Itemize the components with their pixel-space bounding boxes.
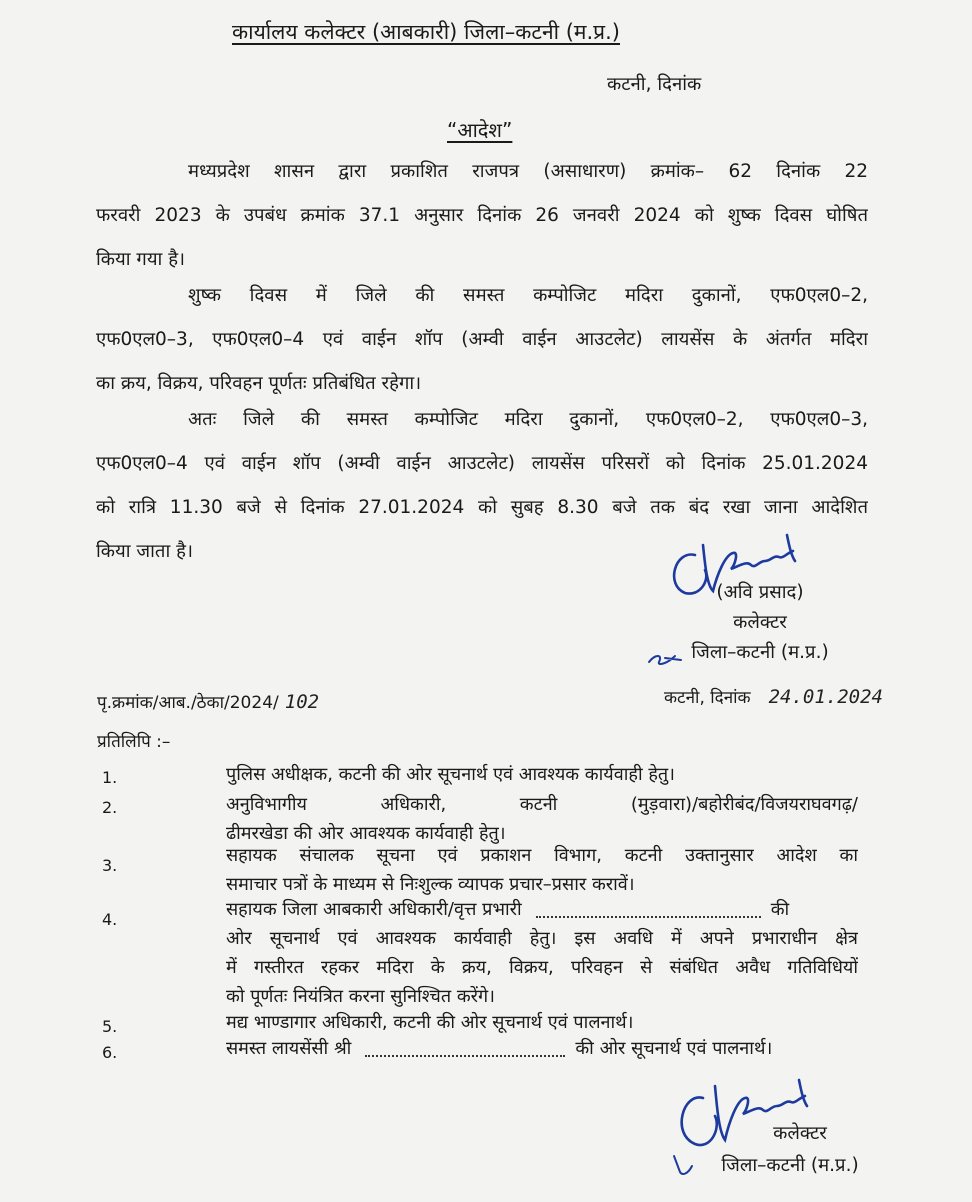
blank-fill-line xyxy=(536,902,761,918)
list-item-4 xyxy=(226,895,858,1011)
list-item-3 xyxy=(226,841,858,899)
list-item-6 xyxy=(226,1034,858,1063)
signatory-designation: कलेक्टर xyxy=(733,612,787,633)
list-line xyxy=(226,895,858,924)
order-heading: “आदेश” xyxy=(447,118,513,142)
list-line-post: की xyxy=(770,899,790,920)
reference-number-handwritten: 102 xyxy=(284,691,320,713)
paragraph-2 xyxy=(96,274,868,406)
list-line: ओर सूचनार्थ एवं आवश्यक कार्यवाही हेतु। इस अवधि में अपने प्रभाराधीन क्षेत्र xyxy=(226,928,858,949)
place-date-header: कटनी, दिनांक xyxy=(607,74,702,95)
paragraph-line: फरवरी 2023 के उपबंध क्रमांक 37.1 अनुसार दिनांक 26 जनवरी 2024 को शुष्क दिवस घोषित xyxy=(96,205,868,226)
list-line-post: की ओर सूचनार्थ एवं पालनार्थ। xyxy=(575,1038,773,1059)
list-number: 4. xyxy=(102,910,118,929)
paragraph-line: शुष्क दिवस में जिले की समस्त कम्पोजिट मदिरा दुकानों, एफ0एल0–2, xyxy=(188,285,868,306)
list-line: में गस्तीरत रहकर मदिरा के क्रय, विक्रय, परिवहन से संबंधित अवैध गतिविधियों xyxy=(226,957,858,978)
signatory-district: जिला–कटनी (म.प्र.) xyxy=(691,642,829,663)
paragraph-line: किया गया है। xyxy=(96,249,186,270)
office-title: कार्यालय कलेक्टर (आबकारी) जिला–कटनी (म.प्र.) xyxy=(232,20,620,44)
signature-block-2 xyxy=(690,1118,890,1182)
paragraph-line: को रात्रि 11.30 बजे से दिनांक 27.01.2024 को सुबह 8.30 बजे तक बंद रखा जाना आदेशित xyxy=(96,497,868,518)
endorsement-place-date xyxy=(664,686,883,709)
initial-mark xyxy=(645,648,685,670)
paragraph-line: अतः जिले की समस्त कम्पोजिट मदिरा दुकानों, एफ0एल0–2, एफ0एल0–3, xyxy=(188,409,868,430)
list-line: समाचार पत्रों के माध्यम से निःशुल्क व्यापक प्रचार–प्रसार करावें। xyxy=(226,874,635,895)
endorsement-place-date-label: कटनी, दिनांक xyxy=(664,688,751,708)
signature-block-1 xyxy=(660,578,860,668)
list-item-5 xyxy=(226,1008,858,1037)
list-number: 1. xyxy=(102,768,118,787)
list-item-2 xyxy=(226,790,858,848)
copy-to-label: प्रतिलिपि :– xyxy=(97,732,171,752)
paragraph-line: का क्रय, विक्रय, परिवहन पूर्णतः प्रतिबंधित रहेगा। xyxy=(96,373,422,394)
list-line-pre: सहायक जिला आबकारी अधिकारी/वृत्त प्रभारी xyxy=(226,899,522,920)
paragraph-line: एफ0एल0–4 एवं वाईन शॉप (अम्वी वाईन आउटलेट) लायसेंस परिसरों को दिनांक 25.01.2024 xyxy=(96,453,868,474)
list-line: सहायक संचालक सूचना एवं प्रकाशन विभाग, कटनी उक्तानुसार आदेश का xyxy=(226,845,858,866)
reference-number xyxy=(97,691,319,714)
list-item-1 xyxy=(226,760,858,789)
list-line: मद्य भाण्डागार अधिकारी, कटनी की ओर सूचनार्थ एवं पालनार्थ। xyxy=(226,1012,634,1033)
list-number: 2. xyxy=(102,798,118,817)
reference-number-printed: पृ.क्रमांक/आब./ठेका/2024/ xyxy=(97,693,279,713)
signatory-designation: कलेक्टर xyxy=(773,1123,827,1144)
list-number: 3. xyxy=(102,856,118,875)
list-line: अनुविभागीय अधिकारी, कटनी (मुड़वारा)/बहोरीबंद/विजयराघवगढ़/ xyxy=(226,794,858,815)
paragraph-line: किया जाता है। xyxy=(96,541,193,562)
list-number: 6. xyxy=(102,1043,118,1062)
paragraph-1 xyxy=(96,150,868,282)
blank-fill-line xyxy=(365,1041,565,1057)
list-line: पुलिस अधीक्षक, कटनी की ओर सूचनार्थ एवं आवश्यक कार्यवाही हेतु। xyxy=(226,764,675,785)
paragraph-line: एफ0एल0–3, एफ0एल0–4 एवं वाईन शॉप (अम्वी वाईन आउटलेट) लायसेंस के अंतर्गत मदिरा xyxy=(96,329,868,350)
endorsement-date-handwritten: 24.01.2024 xyxy=(768,686,883,708)
list-line: ढीमरखेडा की ओर आवश्यक कार्यवाही हेतु। xyxy=(226,823,506,844)
list-line xyxy=(226,1034,858,1063)
list-line-pre: समस्त लायसेंसी श्री xyxy=(226,1038,352,1059)
list-line: को पूर्णतः नियंत्रित करना सुनिश्चित करेंगे। xyxy=(226,986,495,1007)
signatory-name: (अवि प्रसाद) xyxy=(716,582,804,603)
initial-mark xyxy=(668,1152,696,1178)
list-number: 5. xyxy=(102,1017,118,1036)
signatory-district: जिला–कटनी (म.प्र.) xyxy=(721,1155,859,1176)
paragraph-line: मध्यप्रदेश शासन द्वारा प्रकाशित राजपत्र (असाधारण) क्रमांक– 62 दिनांक 22 xyxy=(188,161,868,182)
